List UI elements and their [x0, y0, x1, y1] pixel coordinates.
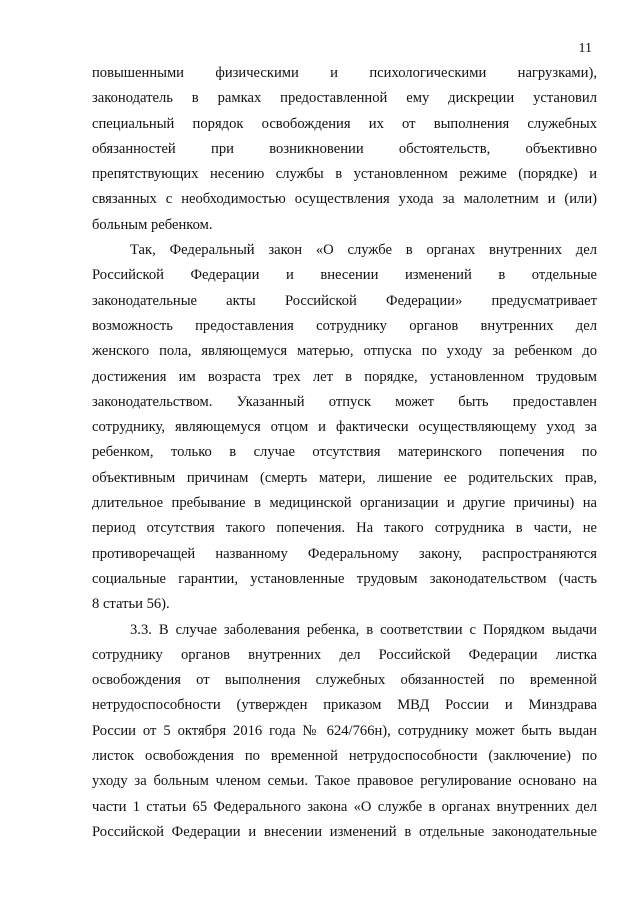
- text-line: законодательные акты Российской Федерации» предусматривает: [92, 292, 597, 309]
- text-line: листок освобождения по временной нетрудоспособности (заключение) по: [92, 748, 597, 765]
- text-line: повышенными физическими и психологическими нагрузками),: [92, 65, 597, 81]
- paragraph-2: [92, 238, 597, 617]
- text-line: части 1 статьи 65 Федерального закона «О службе в органах внутренних дел: [92, 798, 597, 815]
- text-line: Российской Федерации и внесении изменений в отдельные законодательные: [92, 823, 597, 840]
- text-line: связанных с необходимостью осуществления ухода за малолетним и (или): [92, 191, 597, 208]
- text-line: сотруднику органов внутренних дел Российской Федерации листка: [92, 646, 597, 663]
- text-line: женского пола, являющемуся матерью, отпуска по уходу за ребенком до: [92, 343, 597, 360]
- text-line: освобождения от выполнения служебных обязанностей по временной: [92, 672, 597, 689]
- text-line: возможность предоставления сотруднику органов внутренних дел: [92, 317, 597, 334]
- text-line: 3.3. В случае заболевания ребенка, в соответствии с Порядком выдачи: [130, 621, 597, 638]
- text-line: обязанностей при возникновении обстоятельств, объективно: [92, 140, 597, 157]
- text-line: сотруднику, являющемуся отцом и фактически осуществляющему уход за: [92, 419, 597, 436]
- text-line: больным ребенком.: [92, 216, 213, 233]
- text-line: законодатель в рамках предоставленной ему дискреции установил: [92, 90, 597, 107]
- text-line: период отсутствия такого попечения. На такого сотрудника в части, не: [92, 520, 597, 537]
- paragraph-3: [92, 618, 597, 846]
- text-line: достижения им возраста трех лет в порядке, установленном трудовым: [92, 368, 597, 385]
- page-number: 11: [578, 41, 592, 56]
- document-body: [92, 61, 597, 845]
- paragraph-1: [92, 61, 597, 238]
- text-line: нетрудоспособности (утвержден приказом МВД России и Минздрава: [92, 697, 597, 714]
- text-line: ребенком, только в случае отсутствия материнского попечения по: [92, 444, 597, 461]
- text-line: социальные гарантии, установленные трудовым законодательством (часть: [92, 570, 597, 587]
- text-line: законодательством. Указанный отпуск может быть предоставлен: [92, 393, 597, 410]
- text-line: объективным причинам (смерть матери, лишение ее родительских прав,: [92, 469, 597, 486]
- text-line: противоречащей названному Федеральному закону, распространяются: [92, 545, 597, 562]
- text-line: длительное пребывание в медицинской организации и другие причины) на: [92, 495, 597, 512]
- text-line: уходу за больным членом семьи. Такое правовое регулирование основано на: [92, 773, 597, 790]
- text-line: России от 5 октября 2016 года № 624/766н), сотруднику может быть выдан: [92, 722, 597, 739]
- text-line: Российской Федерации и внесении изменений в отдельные: [92, 267, 597, 284]
- text-line: 8 статьи 56).: [92, 596, 170, 613]
- text-line: Так, Федеральный закон «О службе в органах внутренних дел: [130, 242, 597, 259]
- text-line: специальный порядок освобождения их от выполнения служебных: [92, 115, 597, 132]
- text-line: препятствующих несению службы в установленном режиме (порядке) и: [92, 166, 597, 183]
